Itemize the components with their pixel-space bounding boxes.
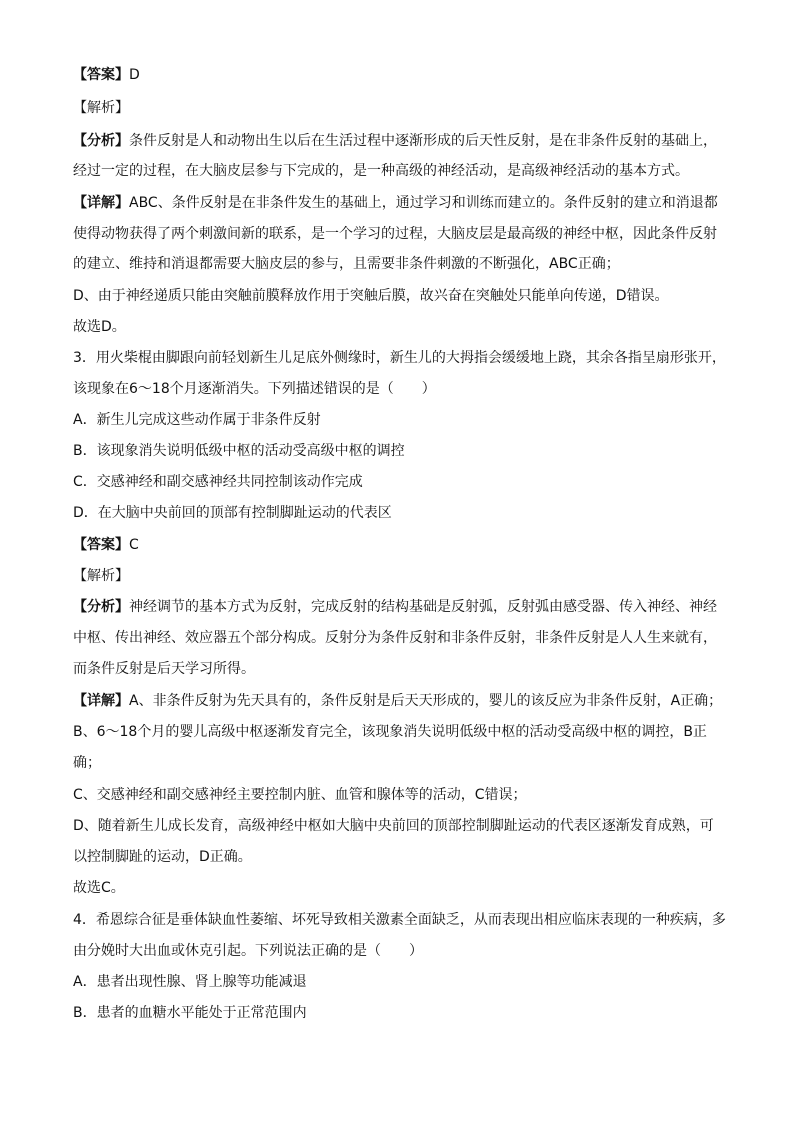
fenxi-tag: 【分析】 bbox=[73, 599, 129, 615]
q3-xiangjie-line-5: D、随着新生儿成长发育，高级神经中枢如大脑中央前回的顶部控制脚趾运动的代表区逐渐发育成熟，可 bbox=[73, 818, 714, 834]
xiangjie-tag: 【详解】 bbox=[73, 693, 129, 709]
q2-xiangjie-line-5: 故选D。 bbox=[73, 319, 126, 335]
q4-option-a: A．患者出现性腺、肾上腺等功能减退 bbox=[73, 974, 307, 990]
q3-xiangjie-line-7: 故选C。 bbox=[73, 880, 125, 896]
q2-fenxi-line-1 bbox=[73, 131, 733, 151]
answer-value: C bbox=[129, 537, 139, 553]
q3-fenxi-line-2: 中枢、传出神经、效应器五个部分构成。反射分为条件反射和非条件反射，非条件反射是人人生来就有， bbox=[73, 630, 717, 646]
q2-fenxi-line-2: 经过一定的过程，在大脑皮层参与下完成的，是一种高级的神经活动，是高级神经活动的基本方式。 bbox=[73, 163, 689, 179]
q4-option-b: B．患者的血糖水平能处于正常范围内 bbox=[73, 1005, 307, 1021]
q3-answer-line bbox=[73, 535, 733, 555]
q3-option-d: D．在大脑中央前回的顶部有控制脚趾运动的代表区 bbox=[73, 505, 392, 521]
xiangjie-text: ABC、条件反射是在非条件发生的基础上，通过学习和训练而建立的。条件反射的建立和消退都 bbox=[129, 195, 718, 211]
answer-value: D bbox=[129, 67, 140, 83]
fenxi-text: 条件反射是人和动物出生以后在生活过程中逐渐形成的后天性反射，是在非条件反射的基础上， bbox=[129, 133, 717, 149]
answer-tag: 【答案】 bbox=[73, 537, 129, 553]
q2-xiangjie-line-1 bbox=[73, 193, 733, 213]
q3-xiangjie-line-3: 确； bbox=[73, 755, 101, 771]
q2-answer-line bbox=[73, 65, 733, 85]
q3-xiangjie-line-4: C、交感神经和副交感神经主要控制内脏、血管和腺体等的活动，C错误； bbox=[73, 787, 527, 803]
fenxi-text: 神经调节的基本方式为反射，完成反射的结构基础是反射弧，反射弧由感受器、传入神经、神经 bbox=[129, 599, 717, 615]
q2-analysis-label: 【解析】 bbox=[73, 100, 129, 116]
answer-tag: 【答案】 bbox=[73, 67, 129, 83]
q3-stem-line-1: 3．用火柴棍由脚跟向前轻划新生儿足底外侧缘时，新生儿的大拇指会缓缓地上跷，其余各指呈扇形张开， bbox=[73, 350, 726, 366]
q2-xiangjie-line-2: 使得动物获得了两个刺激间新的联系，是一个学习的过程，大脑皮层是最高级的神经中枢，因此条件反射 bbox=[73, 226, 717, 242]
q3-option-b: B．该现象消失说明低级中枢的活动受高级中枢的调控 bbox=[73, 443, 405, 459]
q3-fenxi-line-3: 而条件反射是后天学习所得。 bbox=[73, 661, 255, 677]
q4-stem-line-1: 4．希恩综合征是垂体缺血性萎缩、坏死导致相关激素全面缺乏，从而表现出相应临床表现的一种疾病，多 bbox=[73, 912, 726, 928]
fenxi-tag: 【分析】 bbox=[73, 133, 129, 149]
q3-xiangjie-line-6: 以控制脚趾的运动，D正确。 bbox=[73, 849, 252, 865]
q2-xiangjie-line-3: 的建立、维持和消退都需要大脑皮层的参与，且需要非条件刺激的不断强化，ABC正确； bbox=[73, 256, 620, 272]
q4-stem-line-2: 由分娩时大出血或休克引起。下列说法正确的是（ ） bbox=[73, 943, 423, 959]
q3-option-a: A．新生儿完成这些动作属于非条件反射 bbox=[73, 412, 321, 428]
q3-analysis-label: 【解析】 bbox=[73, 568, 129, 584]
q3-stem-line-2: 该现象在6～18个月逐渐消失。下列描述错误的是（ ） bbox=[73, 381, 436, 397]
q3-option-c: C．交感神经和副交感神经共同控制该动作完成 bbox=[73, 474, 363, 490]
q3-xiangjie-line-1 bbox=[73, 691, 733, 711]
xiangjie-text: A、非条件反射为先天具有的，条件反射是后天天形成的，婴儿的该反应为非条件反射，A正确； bbox=[129, 693, 723, 709]
xiangjie-tag: 【详解】 bbox=[73, 195, 129, 211]
q3-xiangjie-line-2: B、6～18个月的婴儿高级中枢逐渐发育完全，该现象消失说明低级中枢的活动受高级中枢的调控，B正 bbox=[73, 724, 707, 740]
q3-fenxi-line-1 bbox=[73, 597, 733, 617]
q2-xiangjie-line-4: D、由于神经递质只能由突触前膜释放作用于突触后膜，故兴奋在突触处只能单向传递，D错误。 bbox=[73, 288, 669, 304]
